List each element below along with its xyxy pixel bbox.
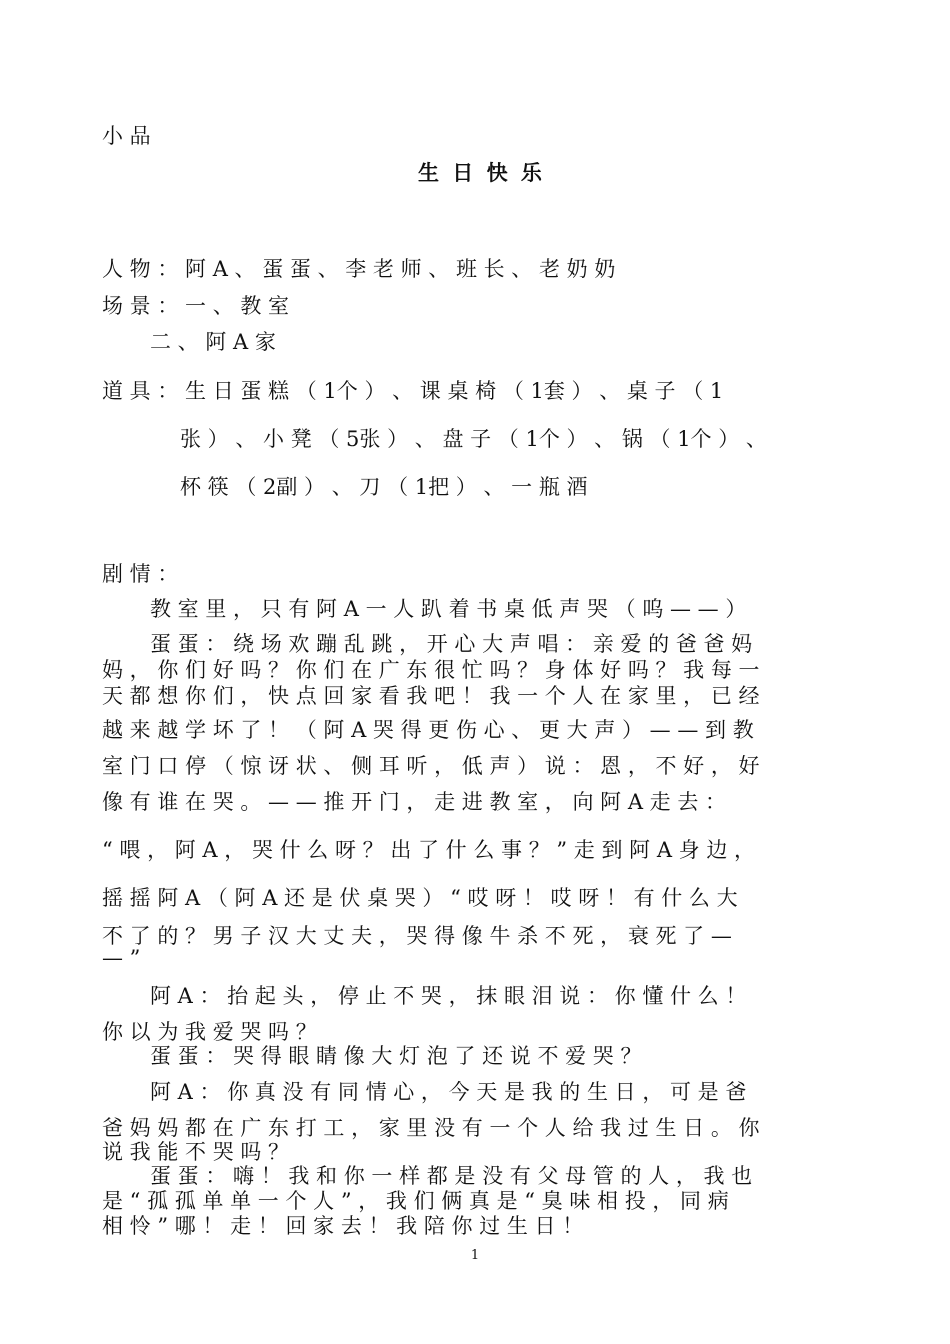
scene-line-1: 场 景 ： 一 、 教 室 (102, 294, 290, 318)
body-line: 你 以 为 我 爱 哭 吗 ？ (102, 1020, 317, 1044)
body-line: 摇 摇 阿 A （ 阿 A 还 是 伏 桌 哭 ） “ 哎 呀 ！ 哎 呀 ！ 有 什 么 大 (102, 886, 738, 910)
body-line: 爸 妈 妈 都 在 广 东 打 工 ， 家 里 没 有 一 个 人 给 我 过 生 日 。 你 (102, 1116, 760, 1140)
body-line: “ 喂 ， 阿 A ， 哭 什 么 呀 ？ 出 了 什 么 事 ？ ” 走 到 阿 A 身 边 ， (102, 838, 756, 862)
props-line-3: 杯 筷 （ 2副 ） 、 刀 （ 1把 ） 、 一 瓶 酒 (180, 475, 588, 499)
props-line-2: 张 ） 、 小 凳 （ 5张 ） 、 盘 子 （ 1个 ） 、 锅 （ 1个 ） 、 (180, 427, 767, 451)
body-line: 说 我 能 不 哭 吗 ？ (102, 1140, 290, 1164)
body-line: — ” (102, 946, 141, 970)
body-line: 蛋 蛋 ： 嗨 ！ 我 和 你 一 样 都 是 没 有 父 母 管 的 人 ， 我 也 (150, 1164, 753, 1188)
scene-line-2: 二 、 阿 A 家 (150, 330, 276, 354)
body-line: 是 “ 孤 孤 单 单 一 个 人 ” ， 我 们 俩 真 是 “ 臭 味 相 投 ， 同 病 (102, 1189, 729, 1213)
category-label: 小 品 (102, 124, 151, 148)
characters-line: 人 物 ： 阿 A 、 蛋 蛋 、 李 老 师 、 班 长 、 老 奶 奶 (102, 257, 616, 281)
body-line: 阿 A ： 你 真 没 有 同 情 心 ， 今 天 是 我 的 生 日 ， 可 是 爸 (150, 1080, 747, 1104)
body-line: 相 怜 ” 哪 ！ 走 ！ 回 家 去 ！ 我 陪 你 过 生 日 ！ (102, 1214, 584, 1238)
body-line: 阿 A ： 抬 起 头 ， 停 止 不 哭 ， 抹 眼 泪 说 ： 你 懂 什 么 ！ (150, 984, 747, 1008)
body-line: 妈 ， 你 们 好 吗 ？ 你 们 在 广 东 很 忙 吗 ？ 身 体 好 吗 ？ 我 每 一 (102, 658, 760, 682)
plot-label: 剧 情 ： (102, 562, 179, 586)
body-line: 不 了 的 ？ 男 子 汉 大 丈 夫 ， 哭 得 像 牛 杀 不 死 ， 衰 死 了 — (102, 924, 732, 948)
body-line: 教 室 里 ， 只 有 阿 A 一 人 趴 着 书 桌 低 声 哭 （ 呜 — — ） (150, 597, 747, 621)
page-number: 1 (470, 1248, 480, 1263)
body-line: 像 有 谁 在 哭 。 — — 推 开 门 ， 走 进 教 室 ， 向 阿 A 走 去 ： (102, 790, 727, 814)
page-title: 生 日 快 乐 (418, 160, 545, 185)
body-line: 天 都 想 你 们 ， 快 点 回 家 看 我 吧 ！ 我 一 个 人 在 家 里 ， 已 经 (102, 684, 760, 708)
props-line-1: 道 具 ： 生 日 蛋 糕 （ 1个 ） 、 课 桌 椅 （ 1套 ） 、 桌 子 （ 1 (102, 379, 724, 403)
body-line: 越 来 越 学 坏 了 ！ （ 阿 A 哭 得 更 伤 心 、 更 大 声 ） — — 到 教 (102, 718, 754, 742)
body-line: 蛋 蛋 ： 哭 得 眼 睛 像 大 灯 泡 了 还 说 不 爱 哭 ？ (150, 1044, 642, 1068)
body-line: 室 门 口 停 （ 惊 讶 状 、 侧 耳 听 ， 低 声 ） 说 ： 恩 ， 不 好 ， 好 (102, 754, 760, 778)
body-line: 蛋 蛋 ： 绕 场 欢 蹦 乱 跳 ， 开 心 大 声 唱 ： 亲 爱 的 爸 爸 妈 (150, 632, 753, 656)
